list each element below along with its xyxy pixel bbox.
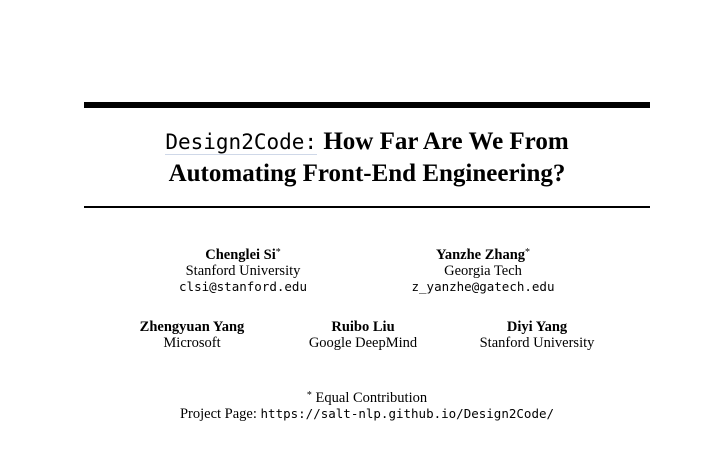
author-block bbox=[143, 247, 343, 295]
author-name: Zhengyuan Yang bbox=[139, 319, 245, 335]
author-email[interactable]: clsi@stanford.edu bbox=[179, 279, 307, 294]
author-block bbox=[383, 247, 583, 295]
equal-contribution-note bbox=[84, 390, 650, 406]
title-top-rule bbox=[84, 102, 650, 108]
author-affiliation: Stanford University bbox=[479, 335, 595, 351]
equal-contribution-mark: * bbox=[275, 247, 281, 258]
author-name: Yanzhe Zhang bbox=[435, 247, 526, 263]
author-email[interactable]: z_yanzhe@gatech.edu bbox=[411, 279, 555, 294]
title-bottom-rule bbox=[84, 206, 650, 208]
equal-contribution-text: Equal Contribution bbox=[315, 390, 428, 406]
title-line-2: Automating Front-End Engineering? bbox=[168, 160, 566, 187]
author-block bbox=[283, 319, 443, 351]
equal-contribution-mark: * bbox=[306, 390, 312, 401]
author-affiliation: Georgia Tech bbox=[444, 263, 522, 279]
title-code-part[interactable]: Design2Code: bbox=[165, 130, 318, 154]
author-name: Diyi Yang bbox=[506, 319, 568, 335]
author-name: Ruibo Liu bbox=[331, 319, 395, 335]
author-affiliation: Google DeepMind bbox=[308, 335, 418, 351]
author-name: Chenglei Si bbox=[205, 247, 276, 263]
project-page-line bbox=[84, 406, 650, 422]
equal-contribution-mark: * bbox=[525, 247, 531, 258]
author-affiliation: Stanford University bbox=[185, 263, 301, 279]
paper-title bbox=[84, 126, 650, 189]
title-line-1 bbox=[84, 126, 650, 158]
project-page-label: Project Page: bbox=[179, 406, 257, 422]
title-line-1-rest: How Far Are We From bbox=[323, 128, 569, 155]
author-block bbox=[112, 319, 272, 351]
author-block bbox=[457, 319, 617, 351]
project-page-link[interactable]: https://salt-nlp.github.io/Design2Code/ bbox=[260, 406, 555, 421]
author-affiliation: Microsoft bbox=[163, 335, 221, 351]
